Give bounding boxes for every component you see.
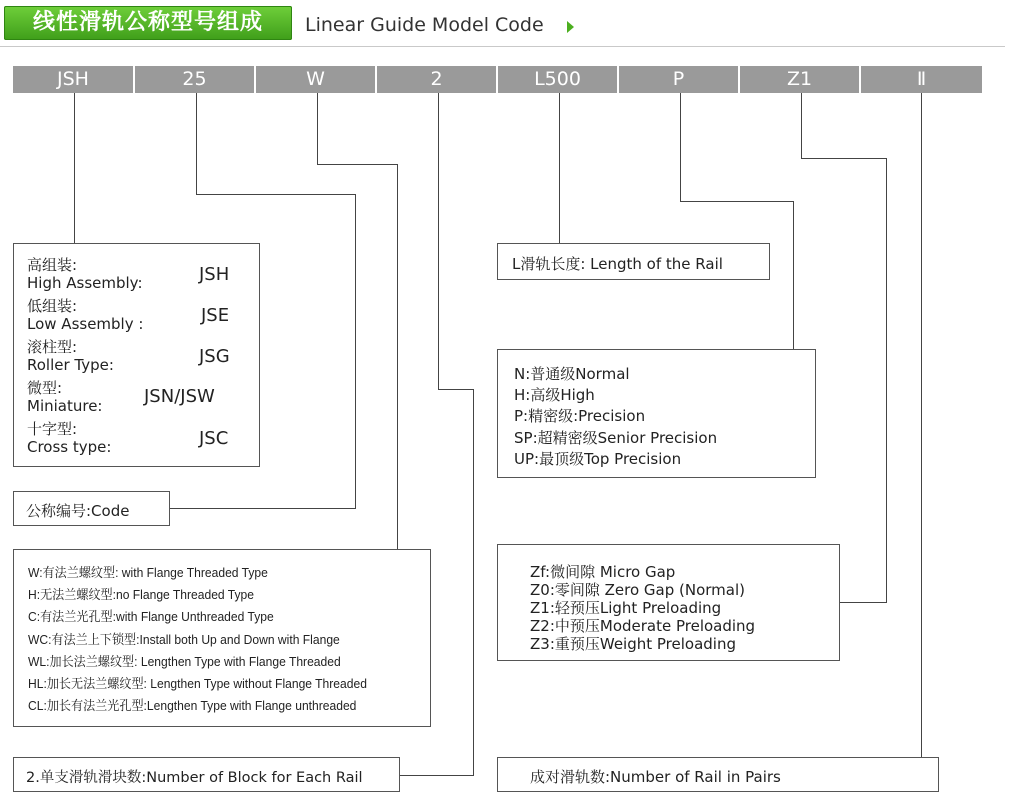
flange-line-3: WC:有法兰上下锁型:Install both Up and Down with Flange — [28, 632, 340, 647]
precision-line-4: UP:最顶级Top Precision — [514, 450, 682, 468]
flange-line-0: W:有法兰螺纹型: with Flange Threaded Type — [28, 565, 268, 580]
preload-line-4: Z3:重预压Weight Preloading — [530, 635, 737, 653]
block-count-box — [13, 757, 400, 792]
code-seg-length: L500 — [498, 66, 619, 93]
assembly-en-4: Cross type: — [27, 438, 112, 456]
precision-line-3: SP:超精密级Senior Precision — [514, 429, 718, 447]
title-cn: 线性滑轨公称型号组成 — [32, 10, 263, 35]
assembly-code-4: JSC — [199, 428, 229, 449]
connector-z1-a — [801, 93, 802, 158]
code-seg-pairs: Ⅱ — [916, 68, 927, 90]
connector-25-c — [355, 194, 356, 509]
preload-line-2: Z1:轻预压Light Preloading — [530, 599, 722, 617]
connector-2-d — [400, 775, 474, 776]
connector-p-c — [793, 201, 794, 349]
preload-line-0: Zf:微间隙 Micro Gap — [530, 563, 676, 581]
code-seg-series: JSH — [13, 66, 135, 93]
assembly-cn-2: 滚柱型: — [27, 338, 78, 356]
connector-p-b — [680, 201, 794, 202]
flange-line-2: C:有法兰光孔型:with Flange Unthreaded Type — [28, 609, 274, 624]
preload-line-1: Z0:零间隙 Zero Gap (Normal) — [530, 581, 746, 599]
precision-line-1: H:高级High — [514, 386, 595, 404]
connector-z1-d — [840, 602, 887, 603]
assembly-en-0: High Assembly: — [27, 274, 143, 292]
code-seg-flange: W — [256, 66, 377, 93]
assembly-cn-4: 十字型: — [27, 420, 78, 438]
connector-25-a — [196, 93, 197, 194]
connector-pairs — [921, 93, 922, 757]
assembly-code-2: JSG — [199, 346, 230, 367]
connector-2-b — [438, 389, 474, 390]
connector-2-a — [438, 93, 439, 389]
flange-line-1: H:无法兰螺纹型:no Flange Threaded Type — [28, 587, 255, 602]
connector-z1-c — [886, 158, 887, 602]
assembly-en-1: Low Assembly : — [27, 315, 144, 333]
connector-w-a — [317, 93, 318, 164]
size-code-box — [13, 491, 170, 526]
header-divider — [0, 46, 1005, 47]
arrow-right-icon — [567, 21, 574, 33]
connector-l500 — [559, 93, 560, 243]
connector-w-c — [397, 164, 398, 549]
connector-p-a — [680, 93, 681, 201]
assembly-code-3: JSN/JSW — [144, 386, 215, 407]
assembly-en-2: Roller Type: — [27, 356, 114, 374]
precision-grade-box — [497, 349, 816, 478]
assembly-code-0: JSH — [199, 264, 230, 285]
code-seg-blocks: 2 — [377, 66, 498, 93]
preload-line-3: Z2:中预压Moderate Preloading — [530, 617, 756, 635]
assembly-code-1: JSE — [201, 305, 230, 326]
assembly-cn-3: 微型: — [27, 379, 63, 397]
flange-line-6: CL:加长有法兰光孔型:Lengthen Type with Flange unthreaded — [28, 698, 357, 713]
assembly-type-box — [13, 243, 260, 467]
model-code-bar — [13, 66, 982, 93]
block-count-label: 2.单支滑轨滑块数:Number of Block for Each Rail — [26, 770, 363, 786]
title-en: Linear Guide Model Code — [305, 14, 544, 36]
size-code-label: 公称编号:Code — [26, 502, 130, 520]
code-seg-precision: P — [619, 66, 740, 93]
precision-line-0: N:普通级Normal — [514, 365, 630, 383]
assembly-cn-1: 低组装: — [27, 297, 78, 315]
rail-pairs-box — [497, 757, 939, 792]
connector-25-d — [170, 508, 356, 509]
assembly-en-3: Miniature: — [27, 397, 103, 415]
flange-type-box — [13, 549, 431, 727]
flange-line-4: WL:加长法兰螺纹型: Lengthen Type with Flange Threaded — [28, 654, 341, 669]
flange-line-5: HL:加长无法兰螺纹型: Lengthen Type without Flange Threaded — [28, 676, 367, 691]
assembly-cn-0: 高组装: — [27, 256, 78, 274]
rail-length-label: L滑轨长度: Length of the Rail — [512, 255, 723, 273]
code-seg-preload: Z1 — [740, 66, 861, 93]
connector-z1-b — [801, 158, 887, 159]
precision-line-2: P:精密级:Precision — [514, 407, 646, 425]
preload-box — [497, 544, 840, 661]
rail-length-box — [497, 243, 770, 280]
connector-w-b — [317, 164, 398, 165]
code-seg-size: 25 — [135, 66, 256, 93]
connector-2-c — [473, 389, 474, 775]
connector-jsh — [74, 93, 75, 243]
rail-pairs-label: 成对滑轨数:Number of Rail in Pairs — [530, 768, 781, 786]
connector-25-b — [196, 194, 356, 195]
